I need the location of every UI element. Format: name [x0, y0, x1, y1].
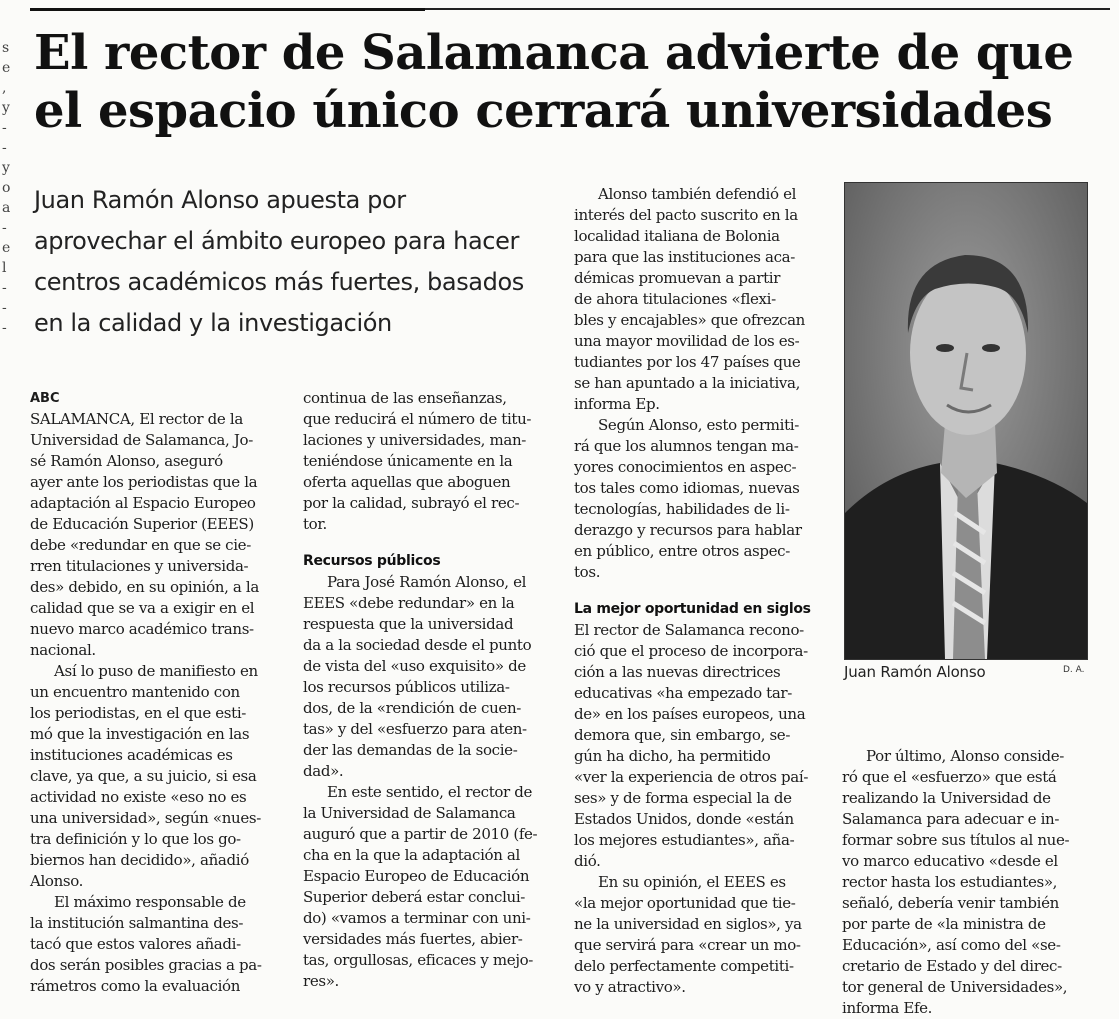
margin-fragment-char: - — [2, 300, 7, 316]
section-heading: Recursos públicos — [303, 553, 441, 569]
adjacent-column-fragment — [0, 0, 18, 1015]
agency-byline: ABC — [30, 391, 60, 406]
article-column-1 — [30, 388, 275, 997]
article-column-2 — [303, 388, 546, 992]
subheadline: Juan Ramón Alonso apuesta por aprovechar el ámbito europeo para hacer centros académicos más fuertes, basados en la calidad y la investigación — [34, 186, 524, 337]
section-heading: La mejor oportunidad en siglos — [574, 601, 811, 617]
margin-fragment-char: - — [2, 280, 7, 296]
headline-line-1: El rector de Salamanca advierte de que — [34, 25, 1074, 81]
margin-fragment-char: - — [2, 120, 7, 136]
paragraph: El rector de Salamanca recono- ció que el proceso de incorpora- ción a las nuevas directrices educativas «ha empezado tar- de» en los países europeos, una demora que, sin embargo, se- gún ha dicho, ha permitido «ver la experiencia de otros paí- ses» y de forma especial la de Estados Unidos, donde «están los mejores estudiantes», aña- dió. — [574, 621, 809, 870]
paragraph: Según Alonso, esto permiti- rá que los alumnos tengan ma- yores conocimientos en aspec- tos tales como idiomas, nuevas tecnologías, habilidades de li- derazgo y recursos para hablar en público, entre otros aspec- tos. — [574, 416, 802, 581]
margin-fragment-char: e — [2, 60, 11, 76]
margin-fragment-char: e — [2, 240, 11, 256]
article-column-4 — [842, 746, 1087, 1019]
portrait-illustration — [845, 183, 1087, 659]
paragraph: En su opinión, el EEES es «la mejor oportunidad que tie- ne la universidad en siglos», ya que servirá para «crear un mo- delo perfectamente competiti- vo y atractivo». — [574, 873, 802, 996]
paragraph: Para José Ramón Alonso, el EEES «debe redundar» en la respuesta que la universidad da a la sociedad desde el punto de vista del «uso exquisito» de los recursos públicos utiliza- dos, de la «rendición de cuen- tas» y del «esfuerzo para aten- der las demandas de la socie- dad». — [303, 573, 532, 780]
paragraph: SALAMANCA, El rector de la Universidad de Salamanca, Jo- sé Ramón Alonso, aseguró ayer ante los periodistas que la adaptación al Espacio Europeo de Educación Superior (EEES) debe «redundar en que se cie- rren titulaciones y universida- des» debido, en su opinión, a la calidad que se va a exigir en el nuevo marco académico trans- nacional. — [30, 410, 259, 659]
paragraph: Alonso también defendió el interés del pacto suscrito en la localidad italiana de Bolonia para que las instituciones aca- démicas promuevan a partir de ahora titulaciones «flexi- bles y encajables» que ofrezcan una mayor movilidad de los es- tudiantes por los 47 países que se han apuntado a la iniciativa, informa Ep. — [574, 185, 805, 413]
margin-fragment-char: a — [2, 200, 11, 216]
margin-fragment-char: l — [2, 260, 7, 276]
headline — [34, 24, 1109, 140]
paragraph: En este sentido, el rector de la Universidad de Salamanca auguró que a partir de 2010 (fe- cha en la que la adaptación al Espacio Europeo de Educación Superior deberá estar conclui- do) «vamos a terminar con uni- versidades más fuertes, abier- tas, orgullosas, eficaces y mejo- res». — [303, 783, 538, 990]
paragraph: El máximo responsable de la institución salmantina des- tacó que estos valores añadi- dos serán posibles gracias a pa- rámetros como la evaluación — [30, 893, 262, 995]
photo-credit: D. A. — [1063, 665, 1085, 675]
photo-caption: Juan Ramón Alonso — [844, 663, 986, 681]
paragraph: continua de las enseñanzas, que reducirá el número de titu- laciones y universidades, man- teniéndose únicamente en la oferta aquellas que aboguen por la calidad, subrayó el rec- tor. — [303, 389, 532, 533]
paragraph: Así lo puso de manifiesto en un encuentro mantenido con los periodistas, en el que esti- mó que la investigación en las instituciones académicas es clave, ya que, a su juicio, si esa actividad no existe «eso no es una universidad», según «nues- tra definición y lo que los go- biernos han decidido», añadió Alonso. — [30, 662, 261, 890]
article-column-3 — [574, 184, 818, 998]
margin-fragment-char: - — [2, 140, 7, 156]
margin-fragment-char: y — [2, 160, 10, 176]
margin-fragment-char: , — [2, 80, 7, 96]
headline-line-2: el espacio único cerrará universidades — [34, 83, 1053, 139]
portrait-photo — [844, 182, 1088, 660]
margin-fragment-char: - — [2, 320, 7, 336]
margin-fragment-char: s — [2, 40, 10, 56]
margin-fragment-char: y — [2, 100, 10, 116]
paragraph: Por último, Alonso conside- ró que el «esfuerzo» que está realizando la Universidad de Salamanca para adecuar e in- formar sobre sus títulos al nue- vo marco educativo «desde el rector hasta los estudiantes», señaló, debería venir también por parte de «la ministra de Educación», así como del «se- cretario de Estado y del direc- tor general de Universidades», informa Efe. — [842, 747, 1070, 1017]
margin-fragment-char: o — [2, 180, 11, 196]
top-rule — [30, 8, 1110, 10]
margin-fragment-char: - — [2, 220, 7, 236]
